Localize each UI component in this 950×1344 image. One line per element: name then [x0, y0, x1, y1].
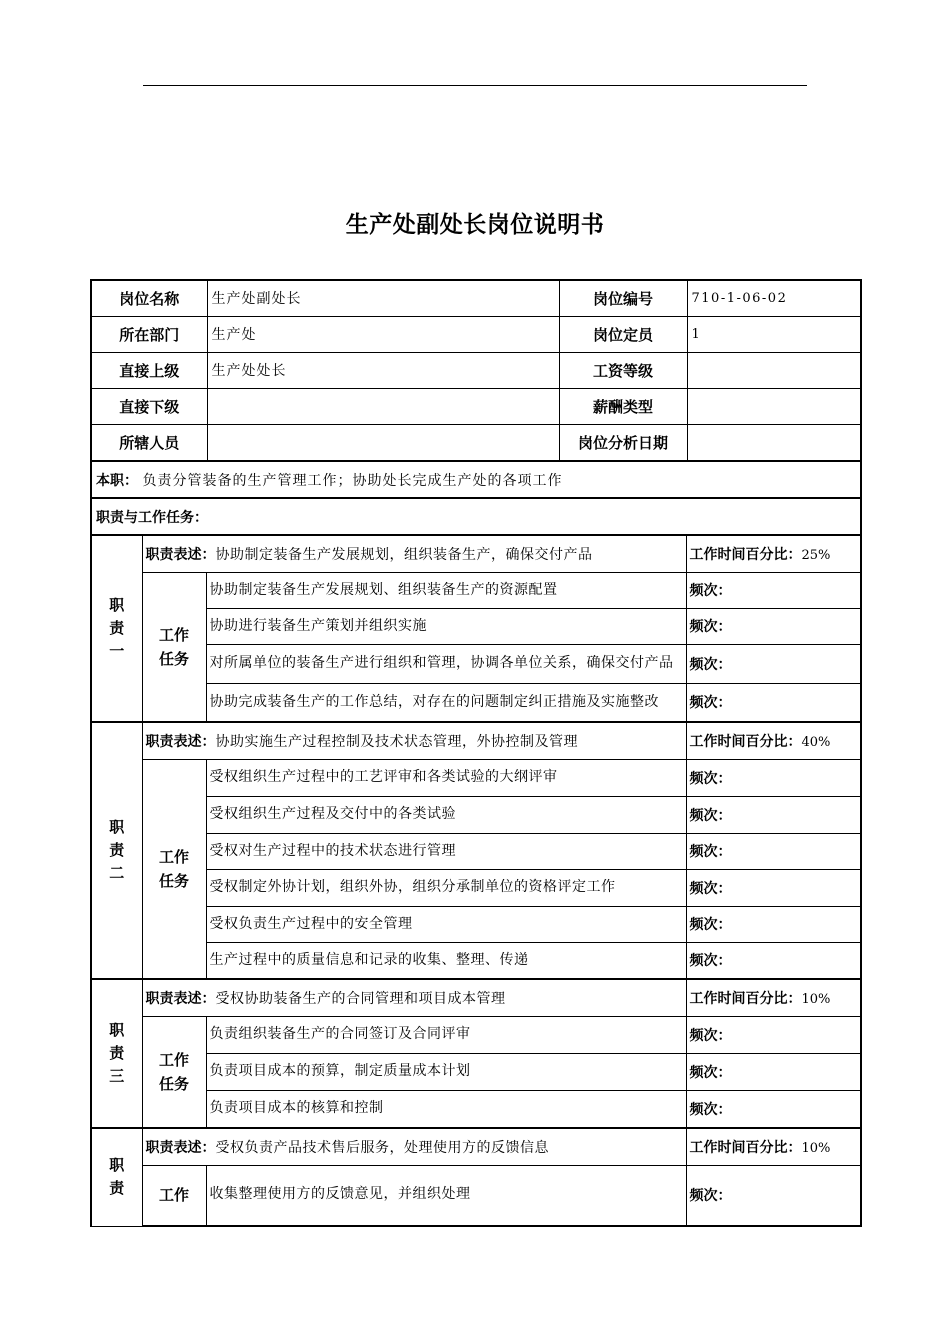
duty-description [142, 1128, 686, 1165]
duty-description-row [91, 979, 861, 1016]
task-text: 负责组织装备生产的合同签订及合同评审 [206, 1016, 686, 1053]
task-text: 受权对生产过程中的技术状态进行管理 [206, 833, 686, 869]
task-text: 负责项目成本的预算，制定质量成本计划 [206, 1053, 686, 1090]
duty-name-char: 职 [109, 1156, 125, 1175]
description-label: 职责表述： [145, 1139, 216, 1156]
description-text: 受权协助装备生产的合同管理和项目成本管理 [215, 990, 506, 1007]
percentage-value: 10% [801, 1140, 831, 1156]
field-label: 薪酬类型 [559, 388, 687, 424]
duty-name-char: 责 [109, 619, 125, 637]
duty-name [91, 535, 142, 722]
info-row [91, 424, 861, 460]
task-row [91, 833, 861, 869]
frequency-cell: 频次： [686, 906, 861, 942]
task-text: 受权负责生产过程中的安全管理 [206, 906, 686, 942]
task-row [91, 759, 861, 796]
description-label: 职责表述： [145, 546, 216, 563]
description-text: 协助制定装备生产发展规划，组织装备生产，确保交付产品 [215, 546, 593, 563]
task-text: 协助进行装备生产策划并组织实施 [206, 608, 686, 644]
field-value: 710-1-06-02 [687, 280, 861, 316]
description-label: 职责表述： [145, 733, 216, 750]
task-row [91, 942, 861, 979]
field-value [687, 352, 861, 388]
work-task-label-line: 任务 [158, 649, 189, 668]
frequency-cell: 频次： [686, 942, 861, 979]
frequency-cell: 频次： [686, 869, 861, 906]
task-row [91, 608, 861, 644]
duty-name-char: 责 [109, 1044, 125, 1062]
field-value [207, 388, 559, 424]
work-task-label [142, 572, 206, 722]
work-task-label-line: 任务 [158, 1074, 189, 1093]
duty-name-char: 责 [109, 1179, 125, 1198]
description-label: 职责表述： [145, 990, 216, 1007]
task-text: 受权制定外协计划，组织外协，组织分承制单位的资格评定工作 [206, 869, 686, 906]
task-row [91, 1016, 861, 1053]
field-label: 所在部门 [91, 316, 207, 352]
field-label: 岗位编号 [559, 280, 687, 316]
frequency-cell: 频次： [686, 796, 861, 833]
duty-name-char: 三 [109, 1067, 125, 1085]
task-text: 负责项目成本的核算和控制 [206, 1090, 686, 1128]
frequency-cell: 频次： [686, 683, 861, 722]
basic-duty-row [91, 461, 861, 498]
frequency-cell: 频次： [686, 1090, 861, 1128]
page-title: 生产处副处长岗位说明书 [345, 212, 605, 238]
field-value: 生产处处长 [207, 352, 559, 388]
task-text: 受权组织生产过程及交付中的各类试验 [206, 796, 686, 833]
frequency-cell: 频次： [686, 833, 861, 869]
time-percentage [686, 722, 861, 759]
task-text: 收集整理使用方的反馈意见，并组织处理 [206, 1165, 686, 1226]
work-task-label-line: 工作 [158, 1186, 189, 1205]
field-label: 工资等级 [559, 352, 687, 388]
frequency-cell: 频次： [686, 572, 861, 608]
field-label: 岗位名称 [91, 280, 207, 316]
info-row [91, 352, 861, 388]
duties-header: 职责与工作任务： [91, 498, 861, 535]
time-percentage [686, 1128, 861, 1165]
task-row [91, 644, 861, 683]
description-text: 受权负责产品技术售后服务，处理使用方的反馈信息 [215, 1139, 549, 1156]
duty-name [91, 722, 142, 979]
duty-description-row [91, 722, 861, 759]
task-text: 生产过程中的质量信息和记录的收集、整理、传递 [206, 942, 686, 979]
info-row [91, 388, 861, 424]
task-row [91, 796, 861, 833]
percentage-label: 工作时间百分比： [689, 733, 802, 750]
task-text: 对所属单位的装备生产进行组织和管理，协调各单位关系，确保交付产品 [206, 644, 686, 683]
percentage-label: 工作时间百分比： [689, 990, 802, 1007]
percentage-value: 25% [801, 547, 831, 563]
work-task-label-line: 工作 [158, 625, 189, 644]
time-percentage [686, 979, 861, 1016]
field-value [687, 388, 861, 424]
work-task-label-line: 工作 [158, 1050, 189, 1069]
basic-duty-text: 负责分管装备的生产管理工作；协助处长完成生产处的各项工作 [142, 472, 563, 489]
frequency-cell: 频次： [686, 1016, 861, 1053]
basic-duty-label: 本职： [96, 472, 138, 489]
frequency-cell: 频次： [686, 608, 861, 644]
percentage-value: 40% [801, 734, 831, 750]
task-text: 协助完成装备生产的工作总结，对存在的问题制定纠正措施及实施整改 [206, 683, 686, 722]
duty-description-row [91, 535, 861, 572]
position-info-table [90, 279, 862, 461]
task-row [91, 572, 861, 608]
duty-name [91, 1128, 142, 1226]
field-label: 所辖人员 [91, 424, 207, 460]
duties-table [90, 460, 862, 1227]
duty-description [142, 979, 686, 1016]
task-row [91, 1165, 861, 1226]
description-text: 协助实施生产过程控制及技术状态管理，外协控制及管理 [215, 733, 578, 750]
percentage-label: 工作时间百分比： [689, 1139, 802, 1156]
frequency-cell: 频次： [686, 1165, 861, 1226]
info-row [91, 280, 861, 316]
work-task-label [142, 759, 206, 979]
duty-name-char: 职 [109, 1021, 125, 1039]
duty-description [142, 722, 686, 759]
duty-name [91, 979, 142, 1128]
duty-name-char: 职 [109, 596, 125, 614]
task-row [91, 1090, 861, 1128]
field-value [207, 424, 559, 460]
info-row [91, 316, 861, 352]
field-value: 生产处副处长 [207, 280, 559, 316]
duty-name-char: 责 [109, 841, 125, 859]
task-row [91, 683, 861, 722]
field-label: 岗位分析日期 [559, 424, 687, 460]
task-row [91, 869, 861, 906]
task-text: 受权组织生产过程中的工艺评审和各类试验的大纲评审 [206, 759, 686, 796]
frequency-cell: 频次： [686, 644, 861, 683]
field-value: 生产处 [207, 316, 559, 352]
task-text: 协助制定装备生产发展规划、组织装备生产的资源配置 [206, 572, 686, 608]
duty-name-char: 职 [109, 818, 125, 836]
task-row [91, 1053, 861, 1090]
task-row [91, 906, 861, 942]
header-rule [143, 85, 807, 86]
duty-name-char: 一 [109, 642, 125, 660]
duty-description-row [91, 1128, 861, 1165]
frequency-cell: 频次： [686, 1053, 861, 1090]
percentage-label: 工作时间百分比： [689, 546, 802, 563]
field-label: 岗位定员 [559, 316, 687, 352]
field-label: 直接下级 [91, 388, 207, 424]
work-task-label [142, 1165, 206, 1226]
field-label: 直接上级 [91, 352, 207, 388]
field-value: 1 [687, 316, 861, 352]
work-task-label-line: 工作 [158, 847, 189, 866]
work-task-label [142, 1016, 206, 1128]
field-value [687, 424, 861, 460]
work-task-label-line: 任务 [158, 871, 189, 890]
percentage-value: 10% [801, 991, 831, 1007]
duty-name-char: 二 [109, 864, 125, 882]
duty-description [142, 535, 686, 572]
time-percentage [686, 535, 861, 572]
frequency-cell: 频次： [686, 759, 861, 796]
